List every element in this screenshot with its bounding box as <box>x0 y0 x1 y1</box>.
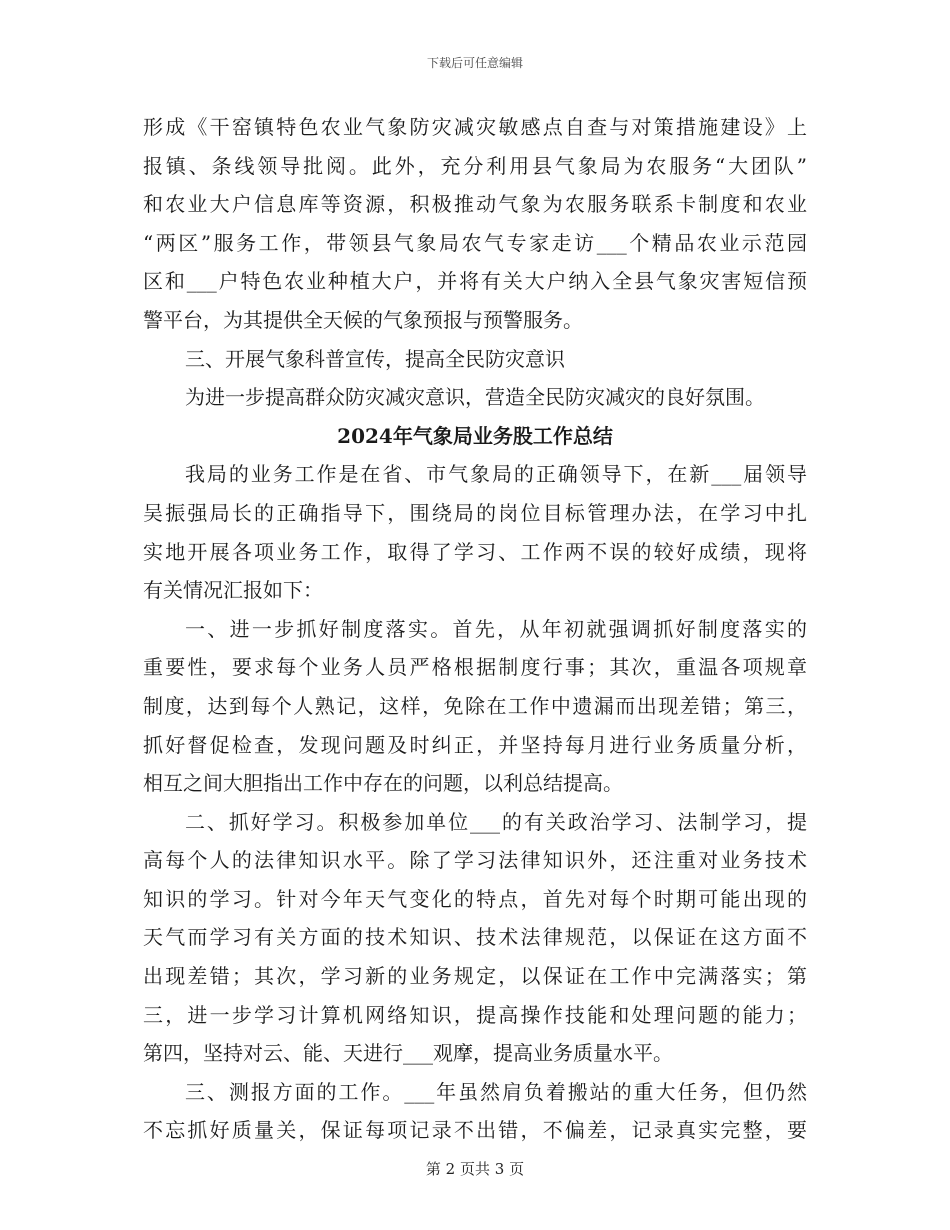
text-line: 抓好督促检查，发现问题及时纠正，并坚持每月进行业务质量分析， <box>143 732 807 757</box>
text-line: 二、抓好学习。积极参加单位___的有关政治学习、法制学习，提 <box>185 809 807 834</box>
text-line: 有关情况汇报如下： <box>143 578 323 603</box>
text-line: 制度，达到每个人熟记，这样，免除在工作中遗漏而出现差错；第三， <box>143 693 807 718</box>
section-title: 2024年气象局业务股工作总结 <box>337 423 613 448</box>
text-line: 第四，坚持对云、能、天进行___观摩，提高业务质量水平。 <box>143 1041 673 1066</box>
text-line: 形成《干窑镇特色农业气象防灾减灾敏感点自查与对策措施建设》上 <box>143 115 807 139</box>
page-footer: 第 2 页共 3 页 <box>425 1160 525 1178</box>
page-header: 下载后可任意编辑 <box>426 56 523 70</box>
text-line: 区和___户特色农业种植大户，并将有关大户纳入全县气象灾害短信预 <box>143 269 807 294</box>
text-line: 实地开展各项业务工作，取得了学习、工作两不误的较好成绩，现将 <box>143 539 807 564</box>
text-line: 一、进一步抓好制度落实。首先，从年初就强调抓好制度落实的 <box>185 616 807 641</box>
text-line: 警平台，为其提供全天候的气象预报与预警服务。 <box>143 307 583 332</box>
text-line: 三、测报方面的工作。___年虽然肩负着搬站的重大任务，但仍然 <box>185 1079 807 1104</box>
text-line: 天气而学习有关方面的技术知识、技术法律规范，以保证在这方面不 <box>143 925 807 950</box>
text-line: 三、开展气象科普宣传，提高全民防灾意识 <box>185 346 565 371</box>
text-line: “两区”服务工作，带领县气象局农气专家走访___个精品农业示范园 <box>143 230 807 255</box>
text-line: 报镇、条线领导批阅。此外，充分利用县气象局为农服务“大团队” <box>143 153 807 178</box>
text-line: 吴振强局长的正确指导下，围绕局的岗位目标管理办法，在学习中扎 <box>143 500 807 525</box>
text-line: 我局的业务工作是在省、市气象局的正确领导下，在新___届领导 <box>185 462 807 487</box>
document-body <box>143 108 807 1150</box>
text-line: 和农业大户信息库等资源，积极推动气象为农服务联系卡制度和农业 <box>143 192 807 217</box>
text-line: 重要性，要求每个业务人员严格根据制度行事；其次，重温各项规章 <box>143 655 807 680</box>
text-line: 知识的学习。针对今年天气变化的特点，首先对每个时期可能出现的 <box>143 886 807 911</box>
text-line: 三，进一步学习计算机网络知识，提高操作技能和处理问题的能力； <box>143 1002 807 1027</box>
text-line: 为进一步提高群众防灾减灾意识，营造全民防灾减灾的良好氛围。 <box>185 385 765 410</box>
text-line: 相互之间大胆指出工作中存在的问题，以利总结提高。 <box>143 771 623 796</box>
text-line: 高每个人的法律知识水平。除了学习法律知识外，还注重对业务技术 <box>143 848 807 873</box>
text-line: 不忘抓好质量关，保证每项记录不出错，不偏差，记录真实完整，要 <box>143 1118 807 1143</box>
text-line: 出现差错；其次，学习新的业务规定，以保证在工作中完满落实；第 <box>143 964 807 989</box>
